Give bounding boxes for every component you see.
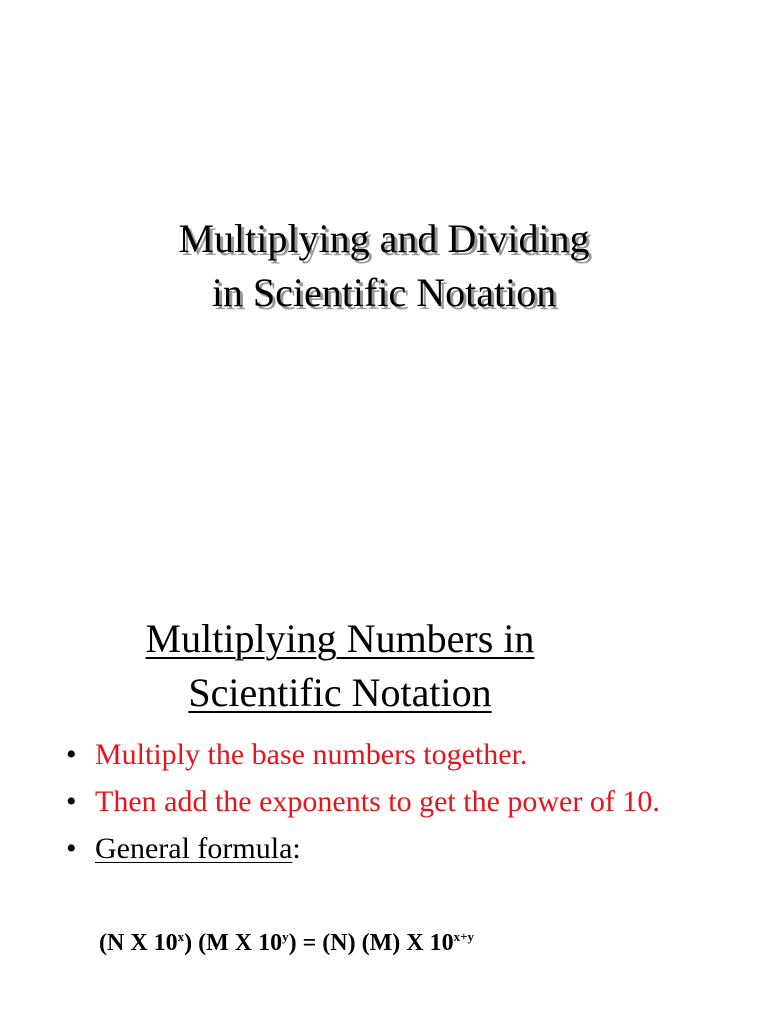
formula-exponent-y: y [282,929,289,944]
slide-multiplying [0,512,768,1024]
heading-line-2: Scientific Notation [188,670,492,715]
bullet-item [66,830,706,868]
general-formula [99,930,474,957]
title-line-1: Multiplying and Dividing [178,216,590,261]
formula-part-1: (N X 10 [99,930,178,956]
bullet-text: Multiply the base numbers together. [95,738,528,771]
bullet-text: General formula [95,832,293,865]
bullet-suffix: : [292,832,301,865]
heading-line-1: Multiplying Numbers in [145,616,535,661]
bullet-text: Then add the exponents to get the power of 10. [95,785,660,818]
formula-exponent-x: x [177,929,185,944]
formula-part-3: ) = (N) (M) X 10 [288,930,454,956]
title-line-2: in Scientific Notation [211,270,557,315]
bullet-dot: • [66,785,77,818]
bullet-dot: • [66,738,77,771]
bullet-item [66,783,706,821]
slide-heading [30,612,650,720]
formula-part-2: ) (M X 10 [184,930,283,956]
bullet-item [66,736,706,774]
bullet-dot: • [66,832,77,865]
bullet-list [66,736,706,877]
slide-title-heading [0,212,768,320]
formula-exponent-sum: x+y [453,929,474,944]
